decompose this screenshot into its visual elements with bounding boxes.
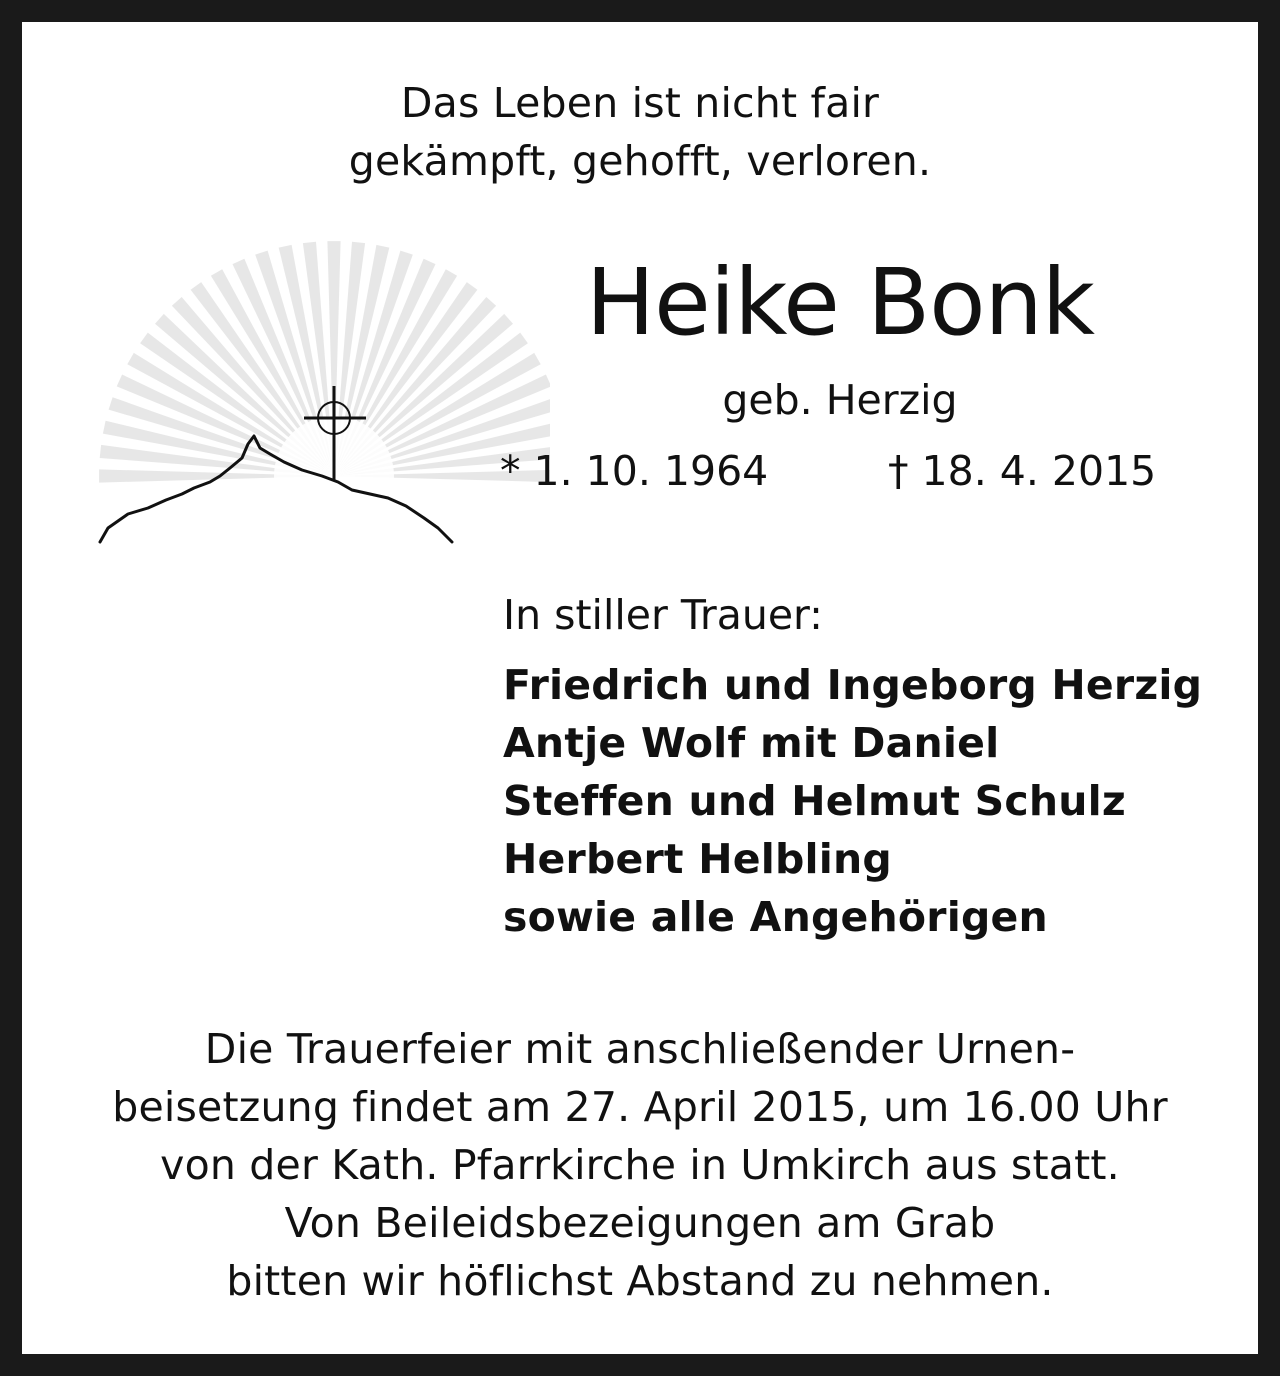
service-line: von der Kath. Pfarrkirche in Umkirch aus statt. bbox=[160, 1141, 1120, 1189]
service-line: Von Beileidsbezeigungen am Grab bbox=[284, 1199, 996, 1247]
service-line: bitten wir höflichst Abstand zu nehmen. bbox=[226, 1257, 1054, 1305]
mourner-name: Herbert Helbling bbox=[503, 835, 892, 883]
sunrays bbox=[99, 241, 550, 536]
death-date: † 18. 4. 2015 bbox=[888, 447, 1157, 495]
motto-line-1: Das Leben ist nicht fair bbox=[400, 79, 880, 127]
mourning-intro: In stiller Trauer: bbox=[503, 591, 823, 639]
maiden-name: geb. Herzig bbox=[722, 376, 958, 424]
mourner-name: Steffen und Helmut Schulz bbox=[503, 777, 1126, 825]
service-info bbox=[0, 1020, 1280, 1310]
motto-line-2: gekämpft, gehofft, verloren. bbox=[348, 137, 932, 185]
mourner-name: Antje Wolf mit Daniel bbox=[503, 719, 1000, 767]
birth-date: * 1. 10. 1964 bbox=[500, 447, 769, 495]
service-line: Die Trauerfeier mit anschließender Urnen- bbox=[204, 1025, 1076, 1073]
motto bbox=[0, 74, 1280, 190]
mourner-name: Friedrich und Ingeborg Herzig bbox=[503, 661, 1203, 709]
mourners-list bbox=[503, 656, 1202, 946]
cross-on-mountain-with-sunrays-icon bbox=[70, 230, 550, 560]
service-line: beisetzung findet am 27. April 2015, um 16.00 Uhr bbox=[112, 1083, 1168, 1131]
deceased-name: Heike Bonk bbox=[585, 249, 1095, 356]
mourner-name: sowie alle Angehörigen bbox=[503, 893, 1048, 941]
